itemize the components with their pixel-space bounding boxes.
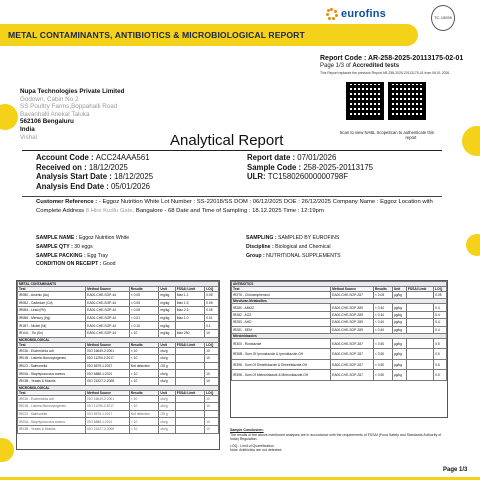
table-cell — [406, 349, 433, 360]
section-title: MICROBIOLOGICAL — [18, 337, 219, 342]
table-cell: Not detected — [129, 362, 159, 370]
table-cell: 0.5 — [434, 370, 447, 381]
table-cell: mg/kg — [159, 292, 175, 300]
table-cell: 10 — [205, 403, 219, 411]
column-header: LOQ — [434, 287, 447, 292]
table-cell: /25 g — [159, 362, 175, 370]
table-cell: IR00A - Staphylococcus aureus — [18, 418, 86, 426]
table-cell: IR023 - Salmonella — [18, 362, 86, 370]
decor-dot — [0, 438, 14, 462]
table-cell: µg/kg — [392, 319, 406, 326]
sample-name: Eggoz Nutrition White — [77, 235, 130, 241]
table-cell: EA00-CHE-SOP-289 — [331, 304, 374, 311]
table-cell: µg/kg — [392, 311, 406, 318]
table-cell: 0.01 — [205, 314, 219, 322]
table-cell: µg/kg — [392, 349, 406, 360]
table-cell: EA00-CHE-SOP-287 — [331, 370, 374, 381]
client-line: Godown, Cabin No 2 — [20, 95, 79, 103]
table-cell: Max 250 — [175, 329, 204, 337]
table-cell: ISO 16649-2:2001 — [86, 395, 130, 403]
group-value: NUTRITIONAL SUPPLEMENTS — [264, 252, 341, 259]
section-title: MICROBIOLOGICAL — [18, 385, 219, 390]
table-cell: EA00-CHE-SOP-289 — [331, 311, 374, 318]
report-date-label: Report date : — [247, 153, 296, 162]
table-cell — [175, 377, 204, 385]
table-cell: EA00-CHE-SOP-287 — [331, 349, 374, 360]
table-cell: 0.1 — [205, 322, 219, 330]
antibiotics-note: Note: Antibiotics are not detected. — [230, 448, 283, 453]
column-header: Test — [18, 390, 86, 395]
client-contact: Vishal — [20, 133, 38, 141]
table-cell: ISO 21527-2:2008 — [86, 377, 130, 385]
client-address — [20, 88, 125, 141]
start-label: Analysis Start Date : — [36, 172, 112, 182]
table-cell: 0.05 — [205, 292, 219, 300]
table-row — [18, 355, 219, 363]
table-cell: µg/kg — [392, 292, 406, 299]
table-cell: IR01B - Listeria Monocytogenes — [18, 355, 86, 363]
table-cell: cfu/g — [159, 395, 175, 403]
conclusion-heading: Sample Conclusion: — [230, 428, 264, 432]
table-cell: cfu/g — [159, 377, 175, 385]
column-header: Results — [373, 287, 392, 292]
client-city: 562106 Bengaluru — [20, 118, 74, 126]
table-cell: 0.05 — [434, 292, 447, 299]
left-results-table — [16, 280, 220, 450]
table-cell: IR0B0 - Arsenic (As) — [18, 292, 86, 300]
table-row — [18, 410, 219, 418]
table-cell: EA00-CHE-SOP-289 — [331, 319, 374, 326]
eurofins-logo-icon — [326, 8, 338, 20]
table-cell: IR281 - SEM — [232, 326, 331, 333]
table-cell: 0.4 — [434, 326, 447, 333]
table-cell: 0.5 — [434, 359, 447, 370]
table-cell: ISO 6888-1:2021 — [86, 370, 130, 378]
table-cell: < 0.05 — [129, 307, 159, 315]
sample-code: 258-2025-20113175 — [303, 162, 373, 172]
table-cell: EA00-CHE-SOP-44 — [86, 307, 130, 315]
table-cell — [175, 395, 204, 403]
decor-dot — [466, 234, 480, 256]
section-title: Nitrofuran Metabolites — [232, 299, 447, 304]
loq-note: LOQ : Limit of Quantification — [230, 443, 274, 448]
table-cell: cfu/g — [159, 418, 175, 426]
ulr-code: TC158026000000798F — [267, 172, 348, 182]
table-cell — [406, 338, 433, 349]
table-row — [18, 418, 219, 426]
column-header: LOQ — [205, 390, 219, 395]
table-cell: < 0.01 — [129, 314, 159, 322]
table-cell — [175, 370, 204, 378]
table-cell: µg/kg — [392, 359, 406, 370]
table-cell — [406, 326, 433, 333]
column-header: FSSAI Limit — [406, 287, 433, 292]
table-cell: EA00-CHE-SOP-287 — [331, 292, 374, 299]
table-cell: mg/kg — [159, 322, 175, 330]
table-cell: 10 — [205, 347, 219, 355]
table-row — [18, 362, 219, 370]
table-cell — [175, 425, 204, 433]
table-cell: 10 — [205, 370, 219, 378]
qr-caption-auth: Scan to authenticate this report — [388, 130, 434, 140]
column-header: FSSAI Limit — [175, 390, 204, 395]
account-code: ACC24AAA561 — [95, 153, 150, 162]
received-date: 18/12/2025 — [88, 162, 128, 172]
table-cell: mg/kg — [159, 314, 175, 322]
table-cell — [406, 359, 433, 370]
sample-conclusion — [230, 428, 448, 453]
page-prefix: Page 1/3 of — [320, 63, 353, 69]
customer-reference-label: Customer Reference : — [36, 199, 98, 205]
table-cell: < 0.50 — [373, 359, 392, 370]
accreditation-seal: TC-15939 — [431, 5, 455, 31]
nabl-qr-code[interactable] — [346, 82, 384, 120]
table-cell: IR1I4L - Tin (Sn) — [18, 329, 86, 337]
table-cell: Max 2.5 — [175, 307, 204, 315]
table-cell: ISO 11290-2:2017 — [86, 403, 130, 411]
table-cell — [175, 362, 204, 370]
client-name: Nupa Technologies Private Limited — [20, 88, 125, 95]
table-cell: < 0.50 — [373, 338, 392, 349]
table-cell — [205, 410, 219, 418]
table-cell: IR3T6 - Chloramphenicol — [232, 292, 331, 299]
table-cell: cfu/g — [159, 355, 175, 363]
table-cell: 0.5 — [434, 349, 447, 360]
table-cell: < 10 — [129, 347, 159, 355]
table-cell: 10 — [205, 395, 219, 403]
sampling-details — [246, 234, 341, 260]
table-cell: IR023 - Salmonella — [18, 410, 86, 418]
table-cell: 0.5 — [434, 338, 447, 349]
table-row — [18, 403, 219, 411]
table-row — [18, 292, 219, 300]
table-cell: < 10 — [129, 377, 159, 385]
table-row — [232, 319, 447, 326]
table-cell: < 10 — [129, 425, 159, 433]
table-cell: IR282 - AOZ — [232, 311, 331, 318]
table-cell: IR03A - Escherichia coli — [18, 395, 86, 403]
column-header: Unit — [159, 390, 175, 395]
table-cell: 0.05 — [205, 307, 219, 315]
table-cell: 10 — [205, 355, 219, 363]
sampling-value: SAMPLED BY EUROFINS — [276, 235, 340, 241]
table-row — [18, 370, 219, 378]
table-cell: IR0B2 - Cadmium (Cd) — [18, 299, 86, 307]
column-header: Results — [129, 390, 159, 395]
table-cell: EA00-CHE-SOP-44 — [86, 314, 130, 322]
table-cell: ISO 11290-2:2017 — [86, 355, 130, 363]
start-date: 18/12/2025 — [114, 172, 154, 182]
section-title: ANTIBIOTICS — [232, 282, 447, 287]
table-cell: IR03A - Escherichia coli — [18, 347, 86, 355]
table-cell — [205, 362, 219, 370]
sample-details — [36, 234, 129, 269]
table-cell: IR1B7 - Nickel (Ni) — [18, 322, 86, 330]
table-cell: 10 — [205, 425, 219, 433]
table-cell — [175, 418, 204, 426]
table-cell: cfu/g — [159, 347, 175, 355]
table-cell: IR00A - Staphylococcus aureus — [18, 370, 86, 378]
column-header: FSSAI Limit — [175, 342, 204, 347]
accredited-label: Accredited tests — [352, 63, 400, 69]
table-cell — [406, 292, 433, 299]
table-cell: cfu/g — [159, 403, 175, 411]
discipline-value: Biological and Chemical — [273, 243, 331, 250]
table-cell: < 10 — [129, 370, 159, 378]
table-cell: < 0.50 — [373, 349, 392, 360]
table-cell: EA00-CHE-SOP-44 — [86, 322, 130, 330]
table-cell: cfu/g — [159, 370, 175, 378]
eurofins-logo — [326, 8, 386, 20]
table-cell: IR0B4 - Lead (Pb) — [18, 307, 86, 315]
section-title: METAL CONTAMINANTS — [18, 282, 219, 287]
sample-packing-label: SAMPLE PACKING : — [36, 252, 86, 259]
report-page-info — [320, 63, 399, 69]
report-date: 07/01/2026 — [297, 153, 337, 162]
report-banner — [0, 24, 418, 46]
table-cell — [175, 410, 204, 418]
table-cell: ISO 6888-1:2021 — [86, 418, 130, 426]
table-row — [232, 304, 447, 311]
table-row — [232, 359, 447, 370]
group-label: Group : — [246, 252, 265, 259]
table-cell — [175, 403, 204, 411]
table-row — [18, 307, 219, 315]
table-cell: µg/kg — [392, 304, 406, 311]
table-cell: < 0.05 — [129, 292, 159, 300]
table-row — [232, 370, 447, 381]
page-number: Page 1/3 — [443, 467, 468, 473]
report-replace-note: This Report replaces the previous Report AR-258-2025-20113175-01 from 06.01.2026 — [320, 71, 450, 75]
decor-dot — [462, 126, 480, 156]
table-cell — [175, 322, 204, 330]
report-info — [247, 153, 373, 182]
table-row — [232, 292, 447, 299]
sample-packing: Egg Tray — [85, 252, 108, 259]
column-header: Unit — [159, 287, 175, 292]
table-row — [18, 395, 219, 403]
table-cell — [175, 347, 204, 355]
table-row — [18, 322, 219, 330]
table-cell: IR03B - Yeasts & Moulds — [18, 377, 86, 385]
report-code: Report Code : AR-258-2025-20113175-02-01 — [320, 55, 464, 62]
discipline-label: Discipline : — [246, 243, 274, 250]
client-country: India — [20, 125, 35, 133]
table-cell: < 0.40 — [373, 326, 392, 333]
document-title: Analytical Report — [170, 132, 284, 149]
section-title: Nitroimidazoles — [232, 333, 447, 338]
table-cell: Not detected — [129, 410, 159, 418]
received-label: Received on : — [36, 162, 87, 172]
table-cell: IR398 - Sum Of Metronidazole & Metronidazole-OH — [232, 370, 331, 381]
table-cell — [175, 355, 204, 363]
table-cell: IR36B - Sum Of Ipronidazole & Ipronidazole-OH — [232, 349, 331, 360]
table-cell: 0.4 — [434, 304, 447, 311]
divider — [22, 150, 442, 151]
right-results-table — [230, 280, 448, 418]
column-header: FSSAI Limit — [175, 287, 204, 292]
column-header: Unit — [159, 342, 175, 347]
account-info — [36, 153, 153, 191]
condition-value: Good — [101, 261, 116, 268]
column-header: Method Source — [331, 287, 374, 292]
table-cell: IR03B - Yeasts & Moulds — [18, 425, 86, 433]
condition-label: CONDITION ON RECEIPT : — [36, 261, 102, 268]
table-row — [18, 377, 219, 385]
brand-name: eurofins — [341, 8, 386, 20]
table-cell: < 10 — [129, 395, 159, 403]
table-cell: < 0.05 — [373, 292, 392, 299]
table-cell: µg/kg — [392, 338, 406, 349]
table-cell: < 10 — [129, 403, 159, 411]
table-cell: < 0.40 — [373, 311, 392, 318]
table-row — [232, 338, 447, 349]
sample-name-label: SAMPLE NAME : — [36, 235, 78, 241]
table-cell: < 0.05 — [129, 299, 159, 307]
table-cell: IR300 - Ronidazole — [232, 338, 331, 349]
table-cell: < 0.50 — [373, 370, 392, 381]
table-cell: IR01B - Listeria Monocytogenes — [18, 403, 86, 411]
authenticate-qr-code[interactable] — [388, 82, 426, 120]
table-row — [232, 311, 447, 318]
table-cell: 10 — [205, 418, 219, 426]
customer-reference-text: Bangalore - 68 Date and Time of Sampling : 18.12.2025 Time : 12:19pm — [134, 207, 324, 214]
table-cell: ISO 16649-2:2001 — [86, 347, 130, 355]
table-cell — [406, 311, 433, 318]
table-cell: EA00-CHE-SOP-44 — [86, 292, 130, 300]
table-cell: EA00-CHE-SOP-44 — [86, 299, 130, 307]
table-cell: ISO 21527-2:2008 — [86, 425, 130, 433]
table-cell — [406, 304, 433, 311]
account-code-label: Account Code : — [36, 153, 94, 162]
customer-reference-text: - Eggoz Nutrition White Lot Number : SS-22018/SS DOM : 06/12/2025 DOE : 26/12/2025 Company Name : Eggoz Location with Complete Address — [36, 199, 433, 214]
table-cell: IR280 - AMOZ — [232, 304, 331, 311]
column-header: Method Source — [86, 390, 130, 395]
customer-reference-redacted: 8 Hire Kudlu Gate, — [85, 207, 135, 214]
client-line: Bavanhalli Anekal Taluka — [20, 110, 90, 118]
table-row — [18, 329, 219, 337]
column-header: Test — [18, 342, 86, 347]
table-cell: 10 — [205, 377, 219, 385]
sampling-label: SAMPLING : — [246, 235, 277, 241]
qr-caption-nabl: Scan to view NABL Scope — [339, 130, 389, 135]
table-cell: < 10 — [129, 418, 159, 426]
column-header: LOQ — [205, 287, 219, 292]
table-row — [18, 299, 219, 307]
conclusion-text: The results of the above mentioned analyses are in accordance with the requirements of FSSAI (Food Safety and Standards Authority of India) Regulation. — [230, 432, 442, 442]
table-cell: < 10 — [129, 355, 159, 363]
sample-code-label: Sample Code : — [247, 162, 302, 172]
end-date: 05/01/2026 — [110, 181, 150, 191]
table-cell: < 10 — [129, 329, 159, 337]
sample-qty-label: SAMPLE QTY : — [36, 243, 73, 250]
table-cell: EA00-CHE-SOP-287 — [331, 359, 374, 370]
table-cell: < 0.10 — [129, 322, 159, 330]
banner-title: METAL CONTAMINANTS, ANTIBIOTICS & MICROBIOLOGICAL REPORT — [8, 30, 305, 40]
table-cell: Max 1.5 — [175, 299, 204, 307]
column-header: Unit — [392, 287, 406, 292]
table-row — [232, 326, 447, 333]
column-header: Test — [18, 287, 86, 292]
decor-dot — [0, 104, 18, 130]
table-cell: mg/kg — [159, 299, 175, 307]
table-cell: Max 1.0 — [175, 314, 204, 322]
ulr-label: ULR: — [247, 172, 266, 182]
table-cell: 10 — [205, 329, 219, 337]
table-cell — [406, 319, 433, 326]
table-cell: IR283 - AHD — [232, 319, 331, 326]
table-row — [18, 314, 219, 322]
column-header: Method Source — [86, 342, 130, 347]
table-cell: EA00-CHE-SOP-44 — [86, 329, 130, 337]
table-cell: 0.4 — [434, 319, 447, 326]
table-cell: < 0.40 — [373, 319, 392, 326]
table-cell: 0.05 — [205, 299, 219, 307]
table-row — [18, 425, 219, 433]
table-cell: /25 g — [159, 410, 175, 418]
table-cell: ISO 6579-1:2017 — [86, 410, 130, 418]
table-cell: EA00-CHE-SOP-289 — [331, 326, 374, 333]
column-header: Test — [232, 287, 331, 292]
table-cell: IR398 - Sum Of Dimetridazole & Dimetridazole-OH — [232, 359, 331, 370]
table-cell — [406, 370, 433, 381]
table-row — [232, 349, 447, 360]
column-header: Results — [129, 287, 159, 292]
table-cell: Max 1.1 — [175, 292, 204, 300]
customer-reference — [36, 198, 446, 215]
divider — [22, 196, 442, 197]
table-cell: ISO 6579-1:2017 — [86, 362, 130, 370]
table-cell: µg/kg — [392, 326, 406, 333]
end-label: Analysis End Date : — [36, 181, 109, 191]
sample-qty: 30 eggs — [72, 243, 93, 250]
column-header: Results — [129, 342, 159, 347]
table-cell: IR0B6 - Mercury (Hg) — [18, 314, 86, 322]
column-header: LOQ — [205, 342, 219, 347]
client-line: SS Poultry Farms,Boppahalli Road — [20, 103, 118, 111]
table-cell: < 0.40 — [373, 304, 392, 311]
table-cell: µg/kg — [392, 370, 406, 381]
table-cell: mg/kg — [159, 329, 175, 337]
table-cell: 0.4 — [434, 311, 447, 318]
table-cell: mg/kg — [159, 307, 175, 315]
table-cell: cfu/g — [159, 425, 175, 433]
table-row — [18, 347, 219, 355]
table-cell: EA00-CHE-SOP-287 — [331, 338, 374, 349]
column-header: Method Source — [86, 287, 130, 292]
